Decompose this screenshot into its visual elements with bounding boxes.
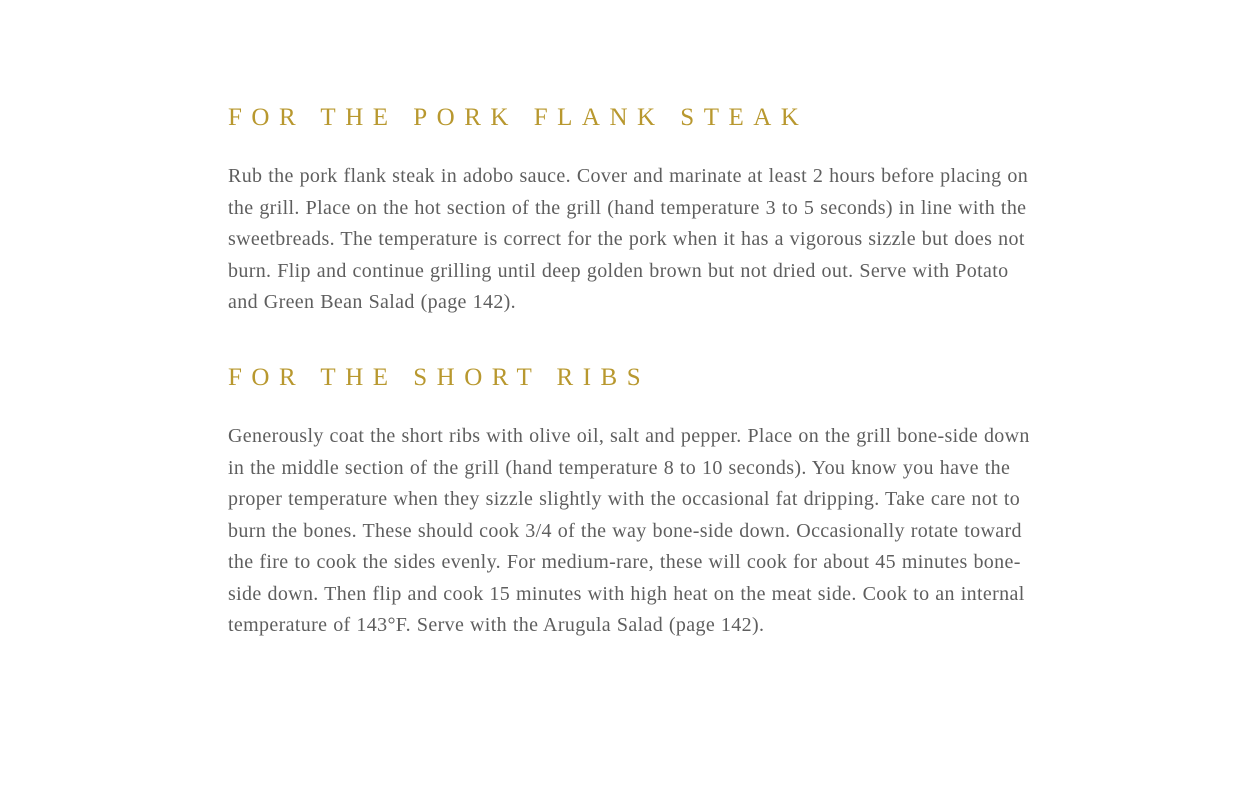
section-heading-pork-flank-steak: FOR THE PORK FLANK STEAK: [228, 104, 809, 131]
section-body-short-ribs: Generously coat the short ribs with olive oil, salt and pepper. Place on the grill bone-side down in the middle section of the grill (hand temperature 8 to 10 seconds). You know you have the proper temperature when they sizzle slightly with the occasional fat dripping. Take care not to burn the bones. These should cook 3/4 of the way bone-side down. Occasionally rotate toward the fire to cook the sides evenly. For medium-rare, these will cook for about 45 minutes bone-side down. Then flip and cook 15 minutes with high heat on the meat side. Cook to an internal temperature of 143°F. Serve with the Arugula Salad (page 142).: [228, 425, 1030, 636]
section-heading-short-ribs: FOR THE SHORT RIBS: [228, 364, 651, 391]
section-body-pork-flank-steak: Rub the pork flank steak in adobo sauce. Cover and marinate at least 2 hours before placing on the grill. Place on the hot section of the grill (hand temperature 3 to 5 seconds) in line with the sweetbreads. The temperature is correct for the pork when it has a vigorous sizzle but does not burn. Flip and continue grilling until deep golden brown but not dried out. Serve with Potato and Green Bean Salad (page 142).: [228, 165, 1029, 313]
